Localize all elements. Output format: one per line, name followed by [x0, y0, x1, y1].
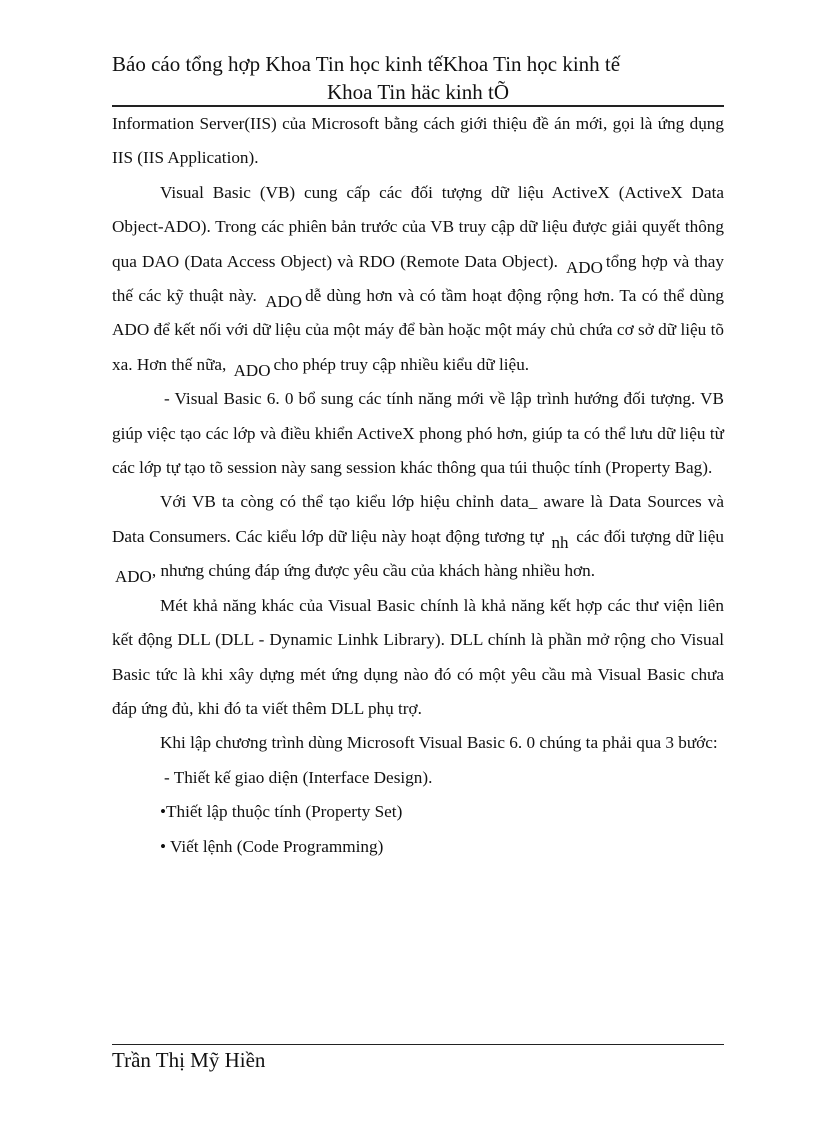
paragraph-data-aware-text-b: các đối tượng dữ liệu — [576, 526, 725, 546]
footer-author: Trần Thị Mỹ Hiền — [112, 1048, 266, 1072]
paragraph-ado — [112, 176, 724, 382]
paragraph-dll: Mét khả năng khác của Visual Basic chính là khả năng kết hợp các thư viện liên kết động DLL (DLL - Dynamic Linhk Library). DLL chính là phần mở rộng cho Visual Basic tức là khi xây dựng mét ứng dụng nào đó có một yêu cầu mà Visual Basic chưa đáp ứng đủ, khi đó ta viết thêm DLL phụ trợ. — [112, 595, 724, 718]
list-item-interface-design: - Thiết kế giao diện (Interface Design). — [164, 767, 433, 787]
paragraph-ado-text-c: dễ dùng hơn và có tầm hoạt động rộng hơn. Ta có thể dùng ADO để kết nối với dữ liệu của một máy để bàn hoặc một máy chủ chứa cơ sở dữ liệu tõ xa. Hơn thế nữa, — [112, 286, 725, 374]
ado-label: ADO — [233, 360, 271, 380]
paragraph-data-aware-text-a: Với VB ta còng có thể tạo kiểu lớp hiệu chỉnh data_ aware là Data Sources và Data Consumers. Các kiểu lớp dữ liệu này hoạt động tương tự — [112, 492, 724, 546]
ado-label: ADO — [265, 292, 303, 312]
list-item-code-programming: • Viết lệnh (Code Programming) — [160, 836, 384, 856]
paragraph-vb6-features: - Visual Basic 6. 0 bổ sung các tính năng mới về lập trình hướng đối tượng. VB giúp việc tạo các lớp và điều khiển ActiveX phong phó hơn, giúp ta có thể lưu dữ liệu từ các lớp tự tạo tõ session này sang session khác thông qua túi thuộc tính (Property Bag). — [112, 389, 724, 478]
header-subtitle: Khoa Tin häc kinh tÕ — [326, 80, 509, 104]
paragraph-ado-text-a: Visual Basic (VB) cung cấp các đối tượng dữ liệu ActiveX (ActiveX Data Object-ADO). Trong các phiên bản trước của VB truy cập dữ liệu được giải quyết thông qua DAO (Data Access Object) và RDO (Remote Data Object). — [112, 182, 724, 271]
paragraph-ado-text-d: cho phép truy cập nhiều kiểu dữ liệu. — [273, 354, 530, 374]
nh-label: nh — [551, 532, 569, 552]
ado-label: ADO — [566, 257, 603, 277]
paragraph-ado-text-b: tổng hợp và thay thế các kỹ thuật này. — [112, 251, 724, 306]
footer-divider — [112, 1044, 724, 1045]
document-body — [112, 107, 724, 864]
header-title: Báo cáo tổng hợp Khoa Tin học kinh tếKhoa Tin học kinh tế — [112, 52, 621, 76]
paragraph-data-aware — [112, 485, 724, 588]
paragraph-iis: Information Server(IIS) của Microsoft bằng cách giới thiệu đề án mới, gọi là ứng dụng IIS (IIS Application). — [112, 114, 724, 168]
list-item-property-set: •Thiết lập thuộc tính (Property Set) — [160, 802, 403, 822]
paragraph-data-aware-text-c: , nhưng chúng đáp ứng được yêu cầu của khách hàng nhiều hơn. — [151, 561, 596, 581]
page-header — [112, 50, 724, 106]
paragraph-steps: Khi lập chương trình dùng Microsoft Visual Basic 6. 0 chúng ta phải qua 3 bước: — [160, 733, 718, 753]
ado-label: ADO — [115, 567, 152, 587]
